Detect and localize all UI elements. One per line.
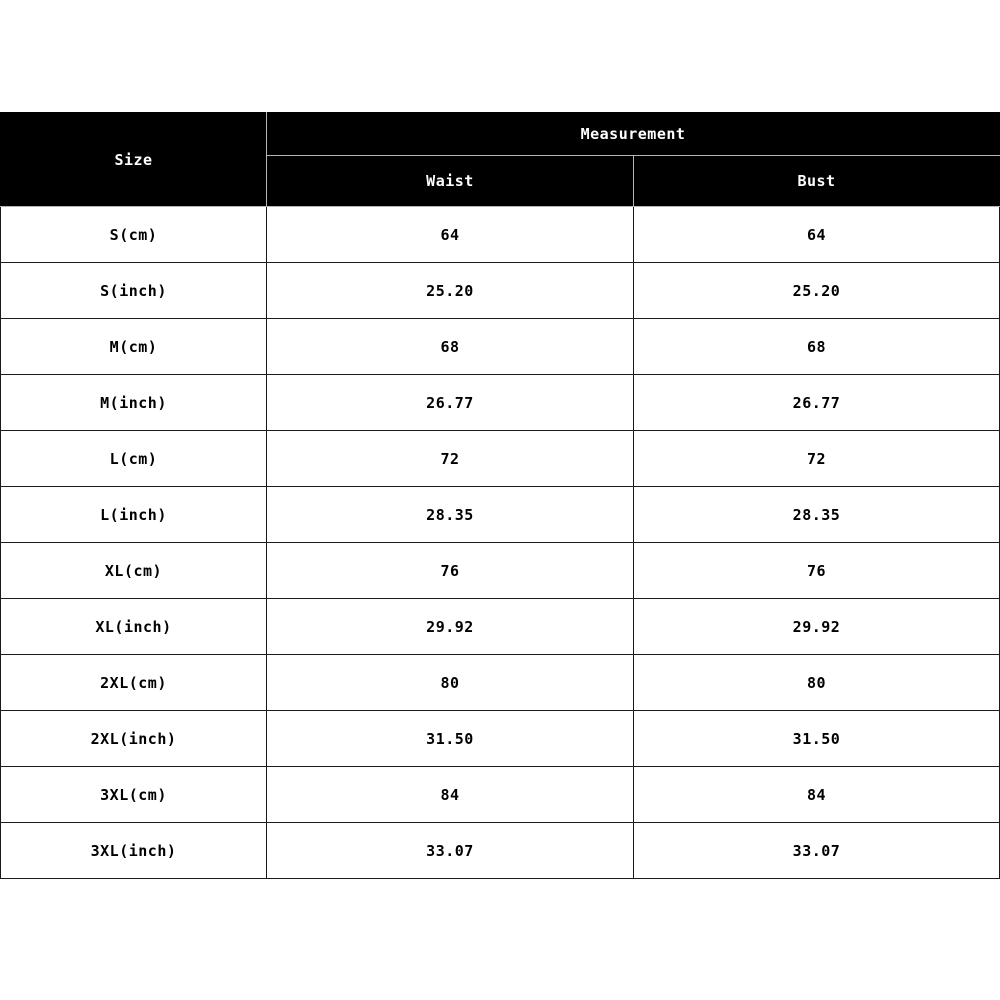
table-row — [1, 599, 1000, 655]
waist-cell: 76 — [267, 543, 634, 599]
bust-cell: 25.20 — [634, 263, 1000, 319]
table-row — [1, 543, 1000, 599]
size-cell: 3XL(cm) — [1, 767, 267, 823]
waist-cell: 29.92 — [267, 599, 634, 655]
waist-cell: 31.50 — [267, 711, 634, 767]
bust-cell: 72 — [634, 431, 1000, 487]
bust-cell: 28.35 — [634, 487, 1000, 543]
bust-column-header: Bust — [634, 156, 1000, 207]
size-cell: S(cm) — [1, 207, 267, 263]
bust-cell: 31.50 — [634, 711, 1000, 767]
bust-cell: 84 — [634, 767, 1000, 823]
table-body — [1, 207, 1000, 879]
waist-cell: 28.35 — [267, 487, 634, 543]
size-cell: M(inch) — [1, 375, 267, 431]
size-cell: L(cm) — [1, 431, 267, 487]
table-row — [1, 711, 1000, 767]
waist-column-header: Waist — [267, 156, 634, 207]
size-column-header: Size — [1, 113, 267, 207]
waist-cell: 64 — [267, 207, 634, 263]
size-cell: XL(inch) — [1, 599, 267, 655]
table-row — [1, 263, 1000, 319]
size-cell: 2XL(cm) — [1, 655, 267, 711]
size-cell: M(cm) — [1, 319, 267, 375]
bust-cell: 33.07 — [634, 823, 1000, 879]
size-cell: XL(cm) — [1, 543, 267, 599]
measurement-group-header: Measurement — [267, 113, 1000, 156]
bust-cell: 29.92 — [634, 599, 1000, 655]
table-row — [1, 431, 1000, 487]
table-row — [1, 655, 1000, 711]
table-row — [1, 375, 1000, 431]
size-cell: 3XL(inch) — [1, 823, 267, 879]
table-row — [1, 207, 1000, 263]
header-row-top — [1, 113, 1000, 156]
waist-cell: 33.07 — [267, 823, 634, 879]
bust-cell: 76 — [634, 543, 1000, 599]
size-cell: 2XL(inch) — [1, 711, 267, 767]
table-row — [1, 823, 1000, 879]
table-header — [1, 113, 1000, 207]
waist-cell: 25.20 — [267, 263, 634, 319]
waist-cell: 84 — [267, 767, 634, 823]
bust-cell: 68 — [634, 319, 1000, 375]
table-row — [1, 319, 1000, 375]
bust-cell: 64 — [634, 207, 1000, 263]
size-chart-table — [0, 112, 1000, 879]
bust-cell: 80 — [634, 655, 1000, 711]
size-cell: S(inch) — [1, 263, 267, 319]
waist-cell: 80 — [267, 655, 634, 711]
waist-cell: 68 — [267, 319, 634, 375]
waist-cell: 72 — [267, 431, 634, 487]
table-row — [1, 487, 1000, 543]
size-cell: L(inch) — [1, 487, 267, 543]
waist-cell: 26.77 — [267, 375, 634, 431]
table-row — [1, 767, 1000, 823]
bust-cell: 26.77 — [634, 375, 1000, 431]
